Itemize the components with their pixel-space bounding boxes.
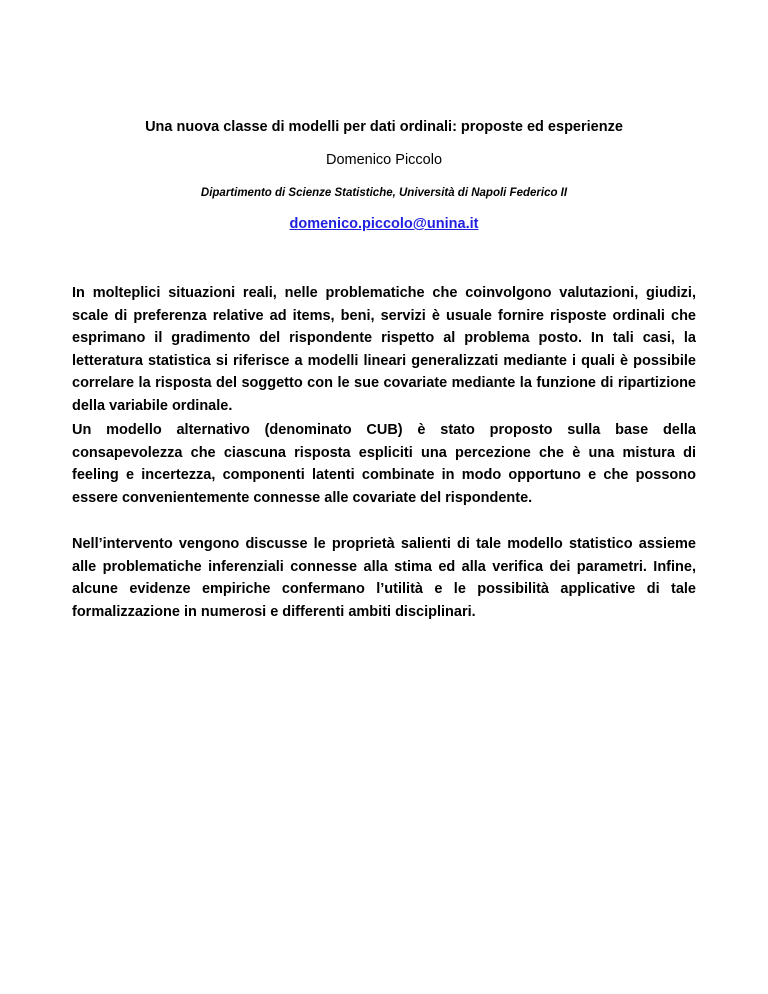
- document-title: Una nuova classe di modelli per dati ordinali: proposte ed esperienze: [145, 119, 623, 135]
- author-affiliation: Dipartimento di Scienze Statistiche, Università di Napoli Federico II: [200, 187, 568, 199]
- email-link[interactable]: domenico.piccolo@unina.it: [289, 216, 479, 232]
- abstract-paragraph: In molteplici situazioni reali, nelle problematiche che coinvolgono valutazioni, giudizi, scale di preferenza relative ad items, beni, servizi è usuale fornire risposte ordinali che esprimano il gradimento del rispondente rispetto al problema posto. In tali casi, la letteratura statistica si riferisce a modelli lineari generalizzati mediante i quali è possibile correlare la risposta del soggetto con le sue covariate mediante la funzione di ripartizione della variabile ordinale.: [72, 285, 696, 414]
- abstract-paragraph: Un modello alternativo (denominato CUB) è stato proposto sulla base della consapevolezza che ciascuna risposta espliciti una percezione che è una mistura di feeling e incertezza, componenti latenti combinate in modo opportuno e che possono essere convenientemente connesse alle covariate del rispondente.: [72, 422, 696, 506]
- abstract-paragraph: Nell’intervento vengono discusse le proprietà salienti di tale modello statistico assieme alle problematiche inferenziali connesse alla stima ed alla verifica dei parametri. Infine, alcune evidenze empiriche confermano l’utilità e le possibilità applicative di tale formalizzazione in numerosi e differenti ambiti disciplinari.: [72, 536, 696, 620]
- author-name: Domenico Piccolo: [325, 152, 443, 168]
- author-email: [0, 214, 768, 234]
